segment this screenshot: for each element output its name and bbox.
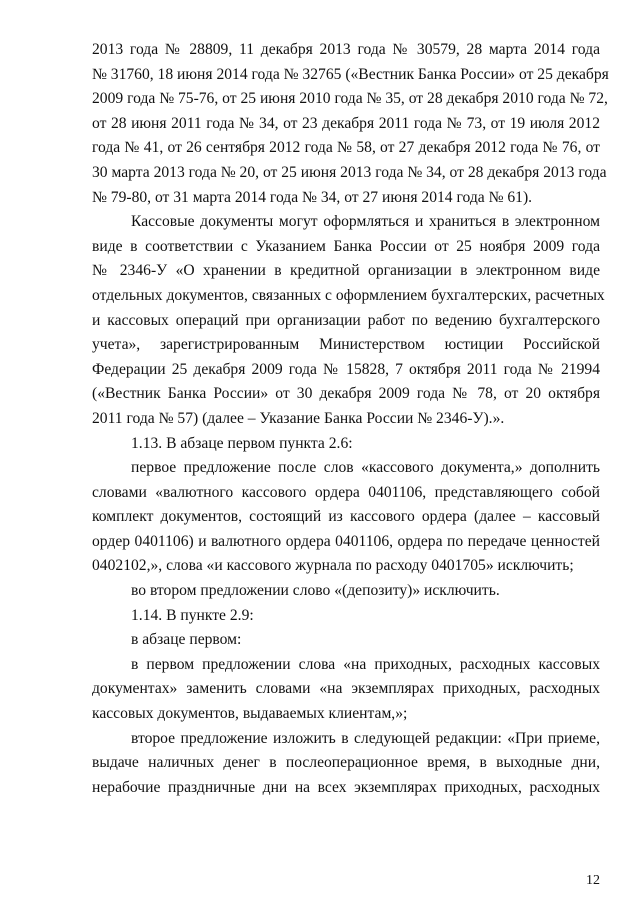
text-line: комплект документов, состоящий из кассового ордера (далее – кассовый (92, 508, 600, 526)
text-line: 1.13. В абзаце первом пункта 2.6: (131, 434, 353, 452)
text-line: 0402102,», слова «и кассового журнала по расходу 0401705» исключить; (92, 557, 574, 575)
text-line: в абзаце первом: (131, 631, 242, 649)
text-line: и кассовых операций при организации работ по ведению бухгалтерского (92, 311, 600, 329)
text-line: года № 41, от 26 сентября 2012 года № 58, от 27 декабря 2012 года № 76, от (92, 139, 600, 157)
text-line: 1.14. В пункте 2.9: (131, 606, 254, 624)
text-line: № 2346-У «О хранении в кредитной организации в электронном виде (92, 262, 600, 280)
text-line: 30 марта 2013 года № 20, от 25 июня 2013 года № 34, от 28 декабря 2013 года (92, 163, 607, 181)
text-line: во втором предложении слово «(депозиту)» исключить. (131, 582, 500, 600)
text-line: Федерации 25 декабря 2009 года № 15828, 7 октября 2011 года № 21994 (92, 360, 600, 378)
text-line: от 28 июня 2011 года № 34, от 23 декабря 2011 года № 73, от 19 июля 2012 (92, 114, 600, 132)
text-line: («Вестник Банка России» от 30 декабря 2009 года № 78, от 20 октября (92, 385, 600, 403)
text-line: второе предложение изложить в следующей редакции: «При приеме, (131, 729, 600, 747)
text-line: выдаче наличных денег в послеоперационное время, в выходные дни, (92, 754, 600, 772)
text-line: ордер 0401106) и валютного ордера 0401106, ордера по передаче ценностей (92, 532, 600, 550)
text-line: 2011 года № 57) (далее – Указание Банка России № 2346-У).». (92, 409, 505, 427)
text-line: словами «валютного кассового ордера 0401106, представляющего собой (92, 483, 600, 501)
text-line: документах» заменить словами «на экземплярах приходных, расходных (92, 680, 600, 698)
page-number: 12 (586, 873, 600, 888)
text-line: Кассовые документы могут оформляться и храниться в электронном (131, 213, 600, 231)
document-body (92, 38, 609, 800)
text-line: отдельных документов, связанных с оформлением бухгалтерских, расчетных (92, 286, 605, 304)
text-line: виде в соответствии с Указанием Банка России от 25 ноября 2009 года (92, 237, 600, 255)
text-line: № 79-80, от 31 марта 2014 года № 34, от 27 июня 2014 года № 61). (92, 188, 533, 206)
text-line: учета», зарегистрированным Министерством юстиции Российской (92, 336, 600, 354)
text-line: первое предложение после слов «кассового документа,» дополнить (131, 459, 600, 477)
text-line: 2009 года № 75-76, от 25 июня 2010 года № 35, от 28 декабря 2010 года № 72, (92, 90, 608, 108)
text-line: 2013 года № 28809, 11 декабря 2013 года № 30579, 28 марта 2014 года (92, 41, 600, 58)
text-line: в первом предложении слова «на приходных, расходных кассовых (131, 655, 600, 673)
text-line: нерабочие праздничные дни на всех экземплярах приходных, расходных (92, 778, 600, 796)
text-line: кассовых документов, выдаваемых клиентам,»; (92, 705, 408, 723)
text-line: № 31760, 18 июня 2014 года № 32765 («Вестник Банка России» от 25 декабря (92, 65, 609, 83)
